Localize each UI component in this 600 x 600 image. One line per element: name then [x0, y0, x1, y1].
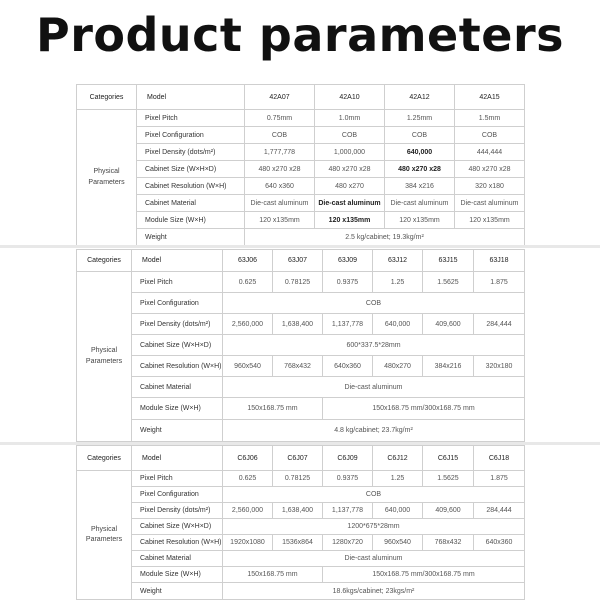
title-band — [0, 0, 600, 82]
row-label: Cabinet Resolution (W×H) — [132, 356, 223, 377]
row-label: Cabinet Size (W×H×D) — [132, 519, 223, 535]
categories-header: Categories — [77, 250, 132, 272]
table-row — [77, 420, 525, 442]
table-row — [77, 314, 525, 335]
model-header: Model — [132, 250, 223, 272]
group-label: Physical Parameters — [77, 110, 137, 246]
model-cell: 42A12 — [385, 85, 455, 110]
value-cell: Die-cast aluminum — [455, 195, 525, 212]
value-cell: 320x180 — [474, 356, 525, 377]
table-row — [77, 229, 525, 246]
table-row — [77, 127, 525, 144]
spec-table-42a — [76, 84, 525, 246]
value-cell: COB — [385, 127, 455, 144]
value-cell: COB — [455, 127, 525, 144]
value-cell: 409,600 — [423, 314, 474, 335]
table-header-row — [77, 250, 525, 272]
value-cell: 640,000 — [373, 314, 423, 335]
value-cell: 960x540 — [373, 535, 423, 551]
model-cell: C6J07 — [273, 446, 323, 471]
model-cell: 63J12 — [373, 250, 423, 272]
value-cell: 1.25mm — [385, 110, 455, 127]
table-row — [77, 583, 525, 600]
table-row — [77, 377, 525, 398]
row-label: Pixel Pitch — [132, 272, 223, 293]
row-label: Pixel Density (dots/m²) — [132, 503, 223, 519]
row-label: Cabinet Resolution (W×H) — [137, 178, 245, 195]
value-cell: 1.5625 — [423, 471, 474, 487]
value-cell: Die-cast aluminum — [223, 551, 525, 567]
value-cell: 1.0mm — [315, 110, 385, 127]
value-cell: Die-cast aluminum — [385, 195, 455, 212]
value-cell: 1.5625 — [423, 272, 474, 293]
value-cell: COB — [315, 127, 385, 144]
value-cell: 1,777,778 — [245, 144, 315, 161]
value-cell: 480 x270 x28 — [315, 161, 385, 178]
value-cell: 0.9375 — [323, 471, 373, 487]
model-cell: C6J15 — [423, 446, 474, 471]
table-row — [77, 144, 525, 161]
page-title: Product parameters — [35, 8, 565, 62]
model-cell: C6J12 — [373, 446, 423, 471]
value-cell: 1.25 — [373, 272, 423, 293]
value-cell: 1200*675*28mm — [223, 519, 525, 535]
value-cell: 1536x864 — [273, 535, 323, 551]
row-label: Module Size (W×H) — [132, 398, 223, 420]
value-cell: 640,000 — [385, 144, 455, 161]
table-row — [77, 487, 525, 503]
value-cell: 768x432 — [273, 356, 323, 377]
value-cell: 1.875 — [474, 272, 525, 293]
value-cell: 640,000 — [373, 503, 423, 519]
value-cell: 2.5 kg/cabinet; 19.3kg/m² — [245, 229, 525, 246]
value-cell: 0.9375 — [323, 272, 373, 293]
value-cell: 480 x270 x28 — [245, 161, 315, 178]
value-cell: COB — [245, 127, 315, 144]
value-cell: 480 x270 x28 — [455, 161, 525, 178]
value-cell: 1.5mm — [455, 110, 525, 127]
row-label: Pixel Density (dots/m²) — [137, 144, 245, 161]
value-cell: 0.78125 — [273, 272, 323, 293]
row-label: Pixel Density (dots/m²) — [132, 314, 223, 335]
table-header-row — [77, 446, 525, 471]
model-cell: 63J07 — [273, 250, 323, 272]
model-header: Model — [132, 446, 223, 471]
model-cell: C6J09 — [323, 446, 373, 471]
model-cell: 42A15 — [455, 85, 525, 110]
table-row — [77, 519, 525, 535]
section-divider — [0, 245, 600, 248]
value-cell: 284,444 — [474, 503, 525, 519]
value-cell: COB — [223, 487, 525, 503]
value-cell: 480 x270 x28 — [385, 161, 455, 178]
value-cell: 1,000,000 — [315, 144, 385, 161]
value-cell: 1280x720 — [323, 535, 373, 551]
table-row — [77, 195, 525, 212]
table-row — [77, 356, 525, 377]
value-cell: 150x168.75 mm — [223, 398, 323, 420]
value-cell: 150x168.75 mm/300x168.75 mm — [323, 398, 525, 420]
value-cell: 0.78125 — [273, 471, 323, 487]
value-cell: 1.25 — [373, 471, 423, 487]
model-cell: 42A07 — [245, 85, 315, 110]
value-cell: 960x540 — [223, 356, 273, 377]
table-row — [77, 551, 525, 567]
value-cell: 1,137,778 — [323, 314, 373, 335]
value-cell: 1.875 — [474, 471, 525, 487]
row-label: Cabinet Material — [137, 195, 245, 212]
table-row — [77, 161, 525, 178]
model-cell: C6J18 — [474, 446, 525, 471]
value-cell: COB — [223, 293, 525, 314]
value-cell: 1,638,400 — [273, 503, 323, 519]
row-label: Weight — [137, 229, 245, 246]
value-cell: 120 x135mm — [385, 212, 455, 229]
table-row — [77, 293, 525, 314]
value-cell: 120 x135mm — [455, 212, 525, 229]
value-cell: 0.625 — [223, 471, 273, 487]
model-cell: C6J06 — [223, 446, 273, 471]
categories-header: Categories — [77, 85, 137, 110]
model-header: Model — [137, 85, 245, 110]
value-cell: 2,560,000 — [223, 503, 273, 519]
model-cell: 63J09 — [323, 250, 373, 272]
row-label: Cabinet Size (W×H×D) — [132, 335, 223, 356]
value-cell: 444,444 — [455, 144, 525, 161]
group-label: Physical Parameters — [77, 272, 132, 442]
value-cell: 1920x1080 — [223, 535, 273, 551]
value-cell: 150x168.75 mm — [223, 567, 323, 583]
value-cell: 384x216 — [423, 356, 474, 377]
value-cell: 480x270 — [373, 356, 423, 377]
row-label: Pixel Configuration — [137, 127, 245, 144]
value-cell: 384 x216 — [385, 178, 455, 195]
model-cell: 63J15 — [423, 250, 474, 272]
spec-table-63j — [76, 249, 525, 442]
value-cell: 768x432 — [423, 535, 474, 551]
row-label: Cabinet Material — [132, 377, 223, 398]
value-cell: 4.8 kg/cabinet; 23.7kg/m² — [223, 420, 525, 442]
value-cell: 600*337.5*28mm — [223, 335, 525, 356]
value-cell: 150x168.75 mm/300x168.75 mm — [323, 567, 525, 583]
model-cell: 42A10 — [315, 85, 385, 110]
row-label: Weight — [132, 583, 223, 600]
row-label: Cabinet Size (W×H×D) — [137, 161, 245, 178]
value-cell: 120 x135mm — [315, 212, 385, 229]
value-cell: 480 x270 — [315, 178, 385, 195]
model-cell: 63J18 — [474, 250, 525, 272]
value-cell: 0.625 — [223, 272, 273, 293]
value-cell: 2,560,000 — [223, 314, 273, 335]
row-label: Pixel Configuration — [132, 293, 223, 314]
value-cell: Die-cast aluminum — [315, 195, 385, 212]
row-label: Cabinet Resolution (W×H) — [132, 535, 223, 551]
table-row — [77, 212, 525, 229]
value-cell: 284,444 — [474, 314, 525, 335]
value-cell: Die-cast aluminum — [223, 377, 525, 398]
table-row — [77, 178, 525, 195]
row-label: Module Size (W×H) — [132, 567, 223, 583]
table-row — [77, 535, 525, 551]
value-cell: 1,137,778 — [323, 503, 373, 519]
value-cell: 640x360 — [474, 535, 525, 551]
model-cell: 63J06 — [223, 250, 273, 272]
value-cell: 1,638,400 — [273, 314, 323, 335]
value-cell: 18.6kgs/cabinet; 23kgs/m² — [223, 583, 525, 600]
row-label: Module Size (W×H) — [137, 212, 245, 229]
spec-table-c6j — [76, 445, 525, 600]
table-row — [77, 335, 525, 356]
row-label: Pixel Pitch — [137, 110, 245, 127]
row-label: Pixel Configuration — [132, 487, 223, 503]
table-row — [77, 398, 525, 420]
table-row — [77, 110, 525, 127]
group-label: Physical Parameters — [77, 471, 132, 600]
categories-header: Categories — [77, 446, 132, 471]
table-row — [77, 567, 525, 583]
table-header-row — [77, 85, 525, 110]
value-cell: 640 x360 — [245, 178, 315, 195]
value-cell: Die-cast aluminum — [245, 195, 315, 212]
value-cell: 120 x135mm — [245, 212, 315, 229]
row-label: Pixel Pitch — [132, 471, 223, 487]
row-label: Weight — [132, 420, 223, 442]
table-row — [77, 272, 525, 293]
table-row — [77, 471, 525, 487]
value-cell: 320 x180 — [455, 178, 525, 195]
value-cell: 409,600 — [423, 503, 474, 519]
value-cell: 0.75mm — [245, 110, 315, 127]
row-label: Cabinet Material — [132, 551, 223, 567]
table-row — [77, 503, 525, 519]
value-cell: 640x360 — [323, 356, 373, 377]
